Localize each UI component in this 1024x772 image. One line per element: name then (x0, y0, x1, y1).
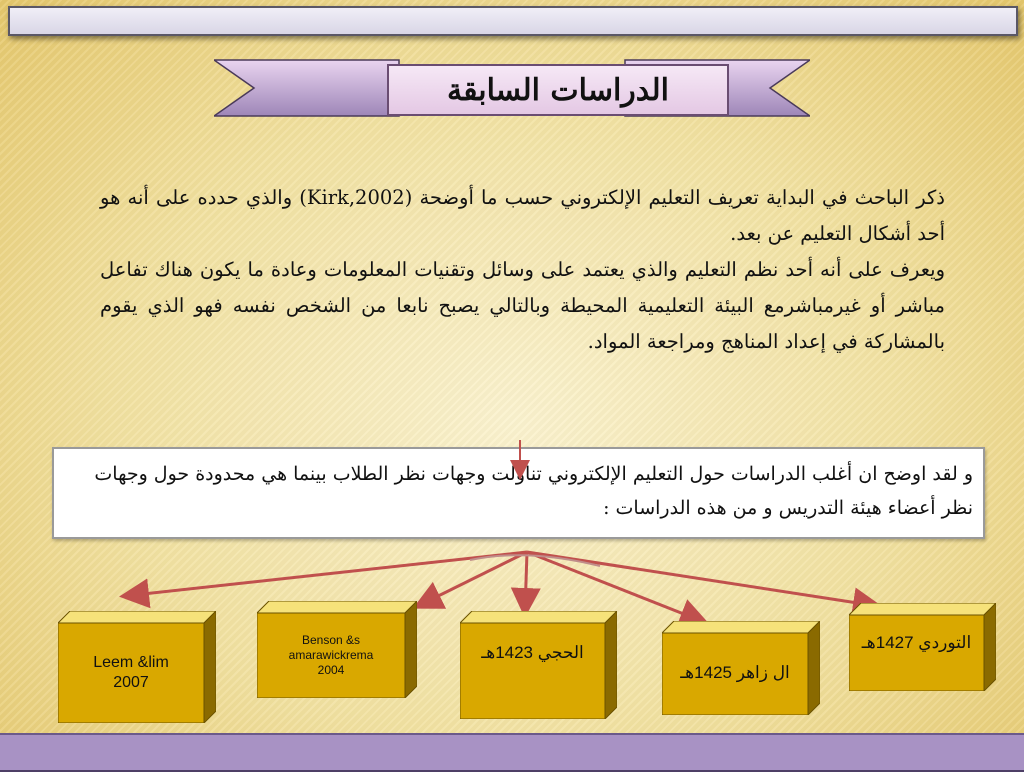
page-title: الدراسات السابقة (387, 64, 729, 116)
study-box-altawardi (849, 603, 996, 691)
bottom-bar (0, 733, 1024, 772)
study-line-2: 2007 (113, 674, 149, 691)
paragraph-line-1: ذكر الباحث في البداية تعريف التعليم الإلكتروني حسب ما أوضحة (Kirk,2002) والذي حدده على أنه هو أحد أشكال التعليم عن بعد. (100, 186, 945, 245)
study-label: الحجي 1423هـ (481, 643, 584, 662)
study-line-3: 2004 (317, 662, 345, 677)
arrow-to-altawardi (527, 552, 877, 606)
arrow-to-alhajji (525, 552, 527, 612)
study-box-leem (58, 611, 216, 723)
study-box-alhajji (460, 611, 617, 719)
study-line-1: Benson &s (301, 632, 361, 647)
study-label: التوردي 1427هـ (861, 633, 972, 652)
paragraph-line-2: ويعرف على أنه أحد نظم التعليم والذي يعتمد على وسائل وتقنيات المعلومات وعادة ما يكون هناك تفاعل مباشر أو غيرمباشرمع البيئة التعليمية المحيطة وبالتالي يصبح نابعا من الشخص نفسه فهو الذي يقوم بالمشاركة في إعداد المناهج ومراجعة المواد. (100, 258, 945, 353)
study-box-benson (257, 601, 417, 698)
study-box-alzaher (662, 621, 820, 715)
study-label: ال زاهر 1425هـ (680, 663, 790, 682)
studies-intro-box: و لقد اوضح ان أغلب الدراسات حول التعليم الإلكتروني تناولت وجهات نظر الطلاب بينما هي محدودة حول وجهات نظر أعضاء هيئة التدريس و من هذه الدراسات : (52, 447, 985, 539)
study-label (257, 615, 405, 695)
arrow-to-leem (125, 552, 527, 596)
study-line-1: Leem &lim (93, 654, 169, 671)
study-label (58, 623, 204, 723)
study-line-2: amarawickrema (288, 647, 374, 662)
